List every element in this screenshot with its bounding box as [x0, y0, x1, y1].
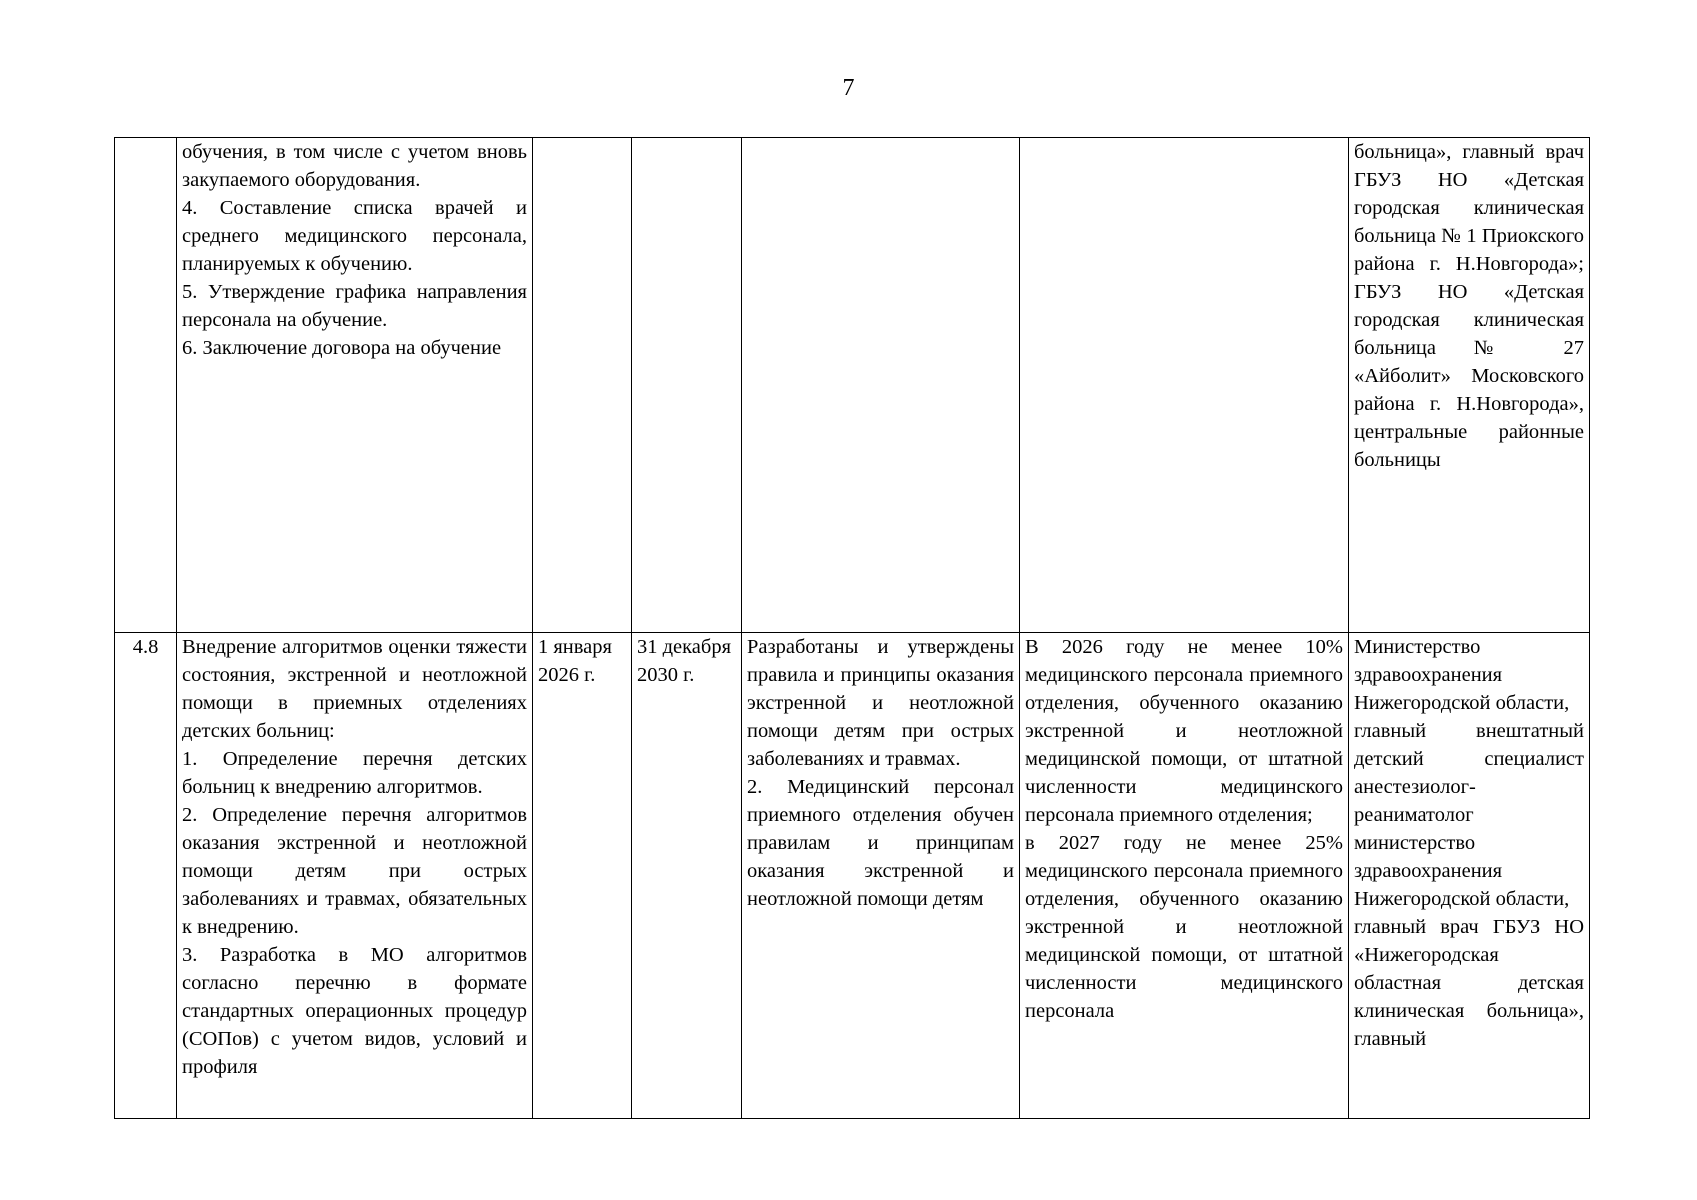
- responsible-cell: [1349, 633, 1590, 1119]
- start-date-cell: 1 января 2026 г.: [533, 633, 632, 1119]
- result-cell: [742, 138, 1020, 633]
- activity-line: 2. Определение перечня алгоритмов оказания экстренной и неотложной помощи детям при острых заболеваниях и травмах, обязательных к внедрению.: [182, 804, 527, 938]
- responsible-line: главный внештатный детский специалист анестезиолог-реаниматолог министерство здравоохранения Нижегородской области,: [1354, 720, 1584, 910]
- start-date-cell: [533, 138, 632, 633]
- activity-line: 4. Составление списка врачей и среднего медицинского персонала, планируемых к обучению.: [182, 197, 527, 275]
- activity-cell: [177, 633, 533, 1119]
- end-date-cell: [632, 138, 742, 633]
- activity-line: 6. Заключение договора на обучение: [182, 337, 502, 359]
- activity-line: обучения, в том числе с учетом вновь закупаемого оборудования.: [182, 141, 527, 191]
- row-number-cell: [115, 138, 177, 633]
- indicators-cell: [1020, 633, 1349, 1119]
- activity-line: 3. Разработка в МО алгоритмов согласно перечню в формате стандартных операционных процедур (СОПов) с учетом видов, условий и профиля: [182, 944, 527, 1078]
- activity-cell: [177, 138, 533, 633]
- activity-line: Внедрение алгоритмов оценки тяжести состояния, экстренной и неотложной помощи в приемных отделениях детских больниц:: [182, 636, 527, 742]
- result-cell: [742, 633, 1020, 1119]
- responsible-text: больница», главный врач ГБУЗ НО «Детская городская клиническая больница № 1 Приокского района г. Н.Новгорода»; ГБУЗ НО «Детская городская клиническая больница № 27 «Айболит» Московского района г. Н.Новгорода», центральные районные больницы: [1354, 141, 1584, 471]
- result-line: Разработаны и утверждены правила и принципы оказания экстренной и неотложной помощи детям при острых заболеваниях и травмах.: [747, 636, 1014, 770]
- activity-line: 1. Определение перечня детских больниц к внедрению алгоритмов.: [182, 748, 527, 798]
- responsible-line: главный врач ГБУЗ НО «Нижегородская областная детская клиническая больница», главный: [1354, 916, 1584, 1050]
- table-row: [115, 633, 1590, 1119]
- responsible-cell: [1349, 138, 1590, 633]
- table-row: [115, 138, 1590, 633]
- indicator-line: в 2027 году не менее 25% медицинского персонала приемного отделения, обученного оказанию экстренной и неотложной медицинской помощи, от штатной численности медицинского персонала: [1025, 832, 1343, 1022]
- plan-table: [114, 137, 1590, 1119]
- result-line: 2. Медицинский персонал приемного отделения обучен правилам и принципам оказания экстренной и неотложной помощи детям: [747, 776, 1014, 910]
- page-number: 7: [842, 75, 855, 101]
- end-date-cell: 31 декабря 2030 г.: [632, 633, 742, 1119]
- responsible-line: Министерство здравоохранения Нижегородской области,: [1354, 636, 1570, 714]
- indicator-line: В 2026 году не менее 10% медицинского персонала приемного отделения, обученного оказанию экстренной и неотложной медицинской помощи, от штатной численности медицинского персонала приемного отделения;: [1025, 636, 1343, 826]
- activity-line: 5. Утверждение графика направления персонала на обучение.: [182, 281, 527, 331]
- row-number-cell: 4.8: [115, 633, 177, 1119]
- indicators-cell: [1020, 138, 1349, 633]
